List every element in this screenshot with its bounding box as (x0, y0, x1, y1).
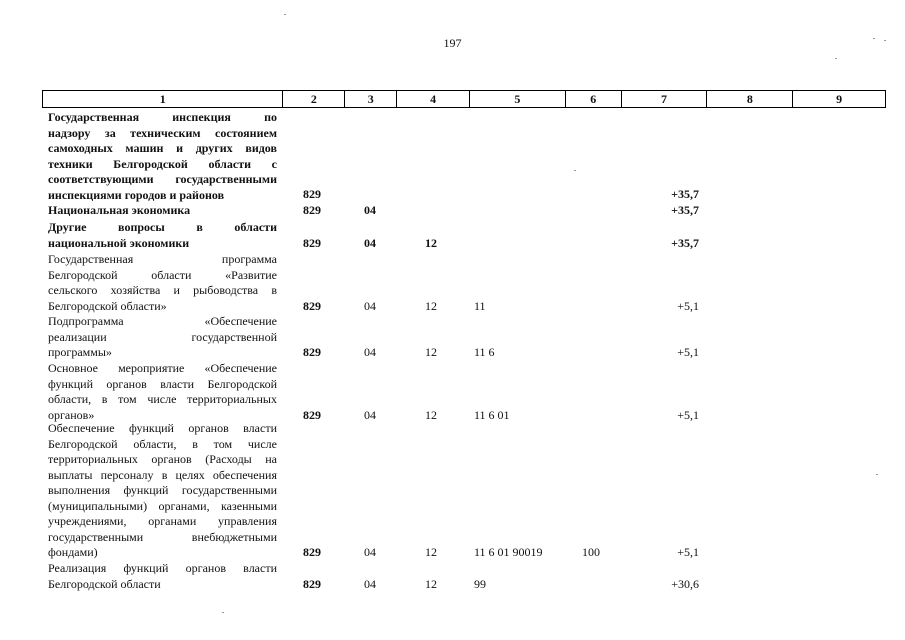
cell-col-3: 04 (364, 235, 376, 250)
scan-speck (835, 58, 837, 59)
row-description (48, 314, 277, 361)
description-line: Белгородской области» (48, 298, 167, 313)
scan-speck (884, 40, 886, 41)
description-line: Обеспечение функций органов власти (48, 421, 277, 435)
cell-col-4: 12 (425, 345, 437, 359)
row-description (48, 203, 277, 219)
description-line: реализации государственной (48, 329, 277, 344)
page-number: 197 (443, 36, 462, 50)
header-col-1: 1 (43, 91, 283, 107)
cell-col-3: 04 (364, 545, 376, 559)
cell-col-3: 04 (364, 298, 376, 313)
cell-col-4: 12 (425, 235, 437, 250)
description-line: Основное мероприятие «Обеспечение (48, 361, 277, 375)
cell-col-2: 829 (303, 203, 321, 217)
table-header (42, 90, 886, 108)
cell-col-2: 829 (303, 345, 321, 359)
row-description (48, 561, 277, 592)
description-line: (муниципальными) органами, казенными (48, 498, 277, 513)
description-line: Белгородской области «Развитие (48, 267, 277, 282)
cell-col-5: 99 (474, 576, 486, 591)
description-line: сельского хозяйства и рыбоводства в (48, 283, 277, 297)
scan-speck (876, 474, 878, 475)
scan-speck (284, 14, 286, 15)
cell-col-3: 04 (364, 203, 376, 217)
cell-col-3: 04 (364, 576, 376, 591)
description-line: фондами) (48, 545, 98, 559)
description-line: области, в том числе территориальных (48, 392, 277, 406)
cell-col-7: +5,1 (677, 298, 699, 313)
cell-col-2: 829 (303, 545, 321, 559)
cell-col-7: +30,6 (671, 576, 699, 591)
row-description (48, 110, 277, 203)
description-line: органов» (48, 407, 95, 422)
cell-col-7: +5,1 (677, 345, 699, 359)
description-line: инспекциями городов и районов (48, 187, 225, 202)
header-col-7: 7 (622, 91, 708, 107)
description-line: функций органов власти Белгородской (48, 376, 277, 391)
row-description (48, 220, 277, 251)
description-line: выплаты персоналу в целях обеспечения (48, 467, 277, 482)
cell-col-2: 829 (303, 576, 321, 591)
description-line: соответствующими государственными (48, 172, 277, 186)
header-col-8: 8 (707, 91, 793, 107)
row-description (48, 252, 277, 314)
description-line: территориальных органов (Расходы на (48, 452, 277, 466)
description-line: Белгородской области (48, 576, 161, 591)
cell-col-2: 829 (303, 187, 321, 201)
description-line: государственными внебюджетными (48, 529, 277, 544)
description-line: национальной экономики (48, 235, 190, 250)
row-description (48, 421, 277, 561)
description-line: Государственная программа (48, 252, 277, 266)
cell-col-5: 11 6 01 90019 (474, 545, 543, 559)
cell-col-5: 11 6 01 (474, 407, 510, 422)
cell-col-7: +5,1 (677, 407, 699, 422)
description-line: Реализация функций органов власти (48, 561, 277, 575)
description-line: Национальная экономика (48, 203, 191, 217)
cell-col-4: 12 (425, 545, 437, 559)
cell-col-6: 100 (582, 545, 600, 559)
description-line: техники Белгородской области с (48, 156, 277, 171)
header-col-9: 9 (836, 92, 843, 106)
row-description (48, 361, 277, 423)
description-line: выполнения функций государственными (48, 483, 277, 497)
cell-col-4: 12 (425, 576, 437, 591)
scan-speck (873, 38, 875, 39)
scan-speck (574, 170, 576, 171)
cell-col-5: 11 6 (474, 345, 495, 359)
description-line: надзору за техническим состоянием (48, 125, 277, 140)
cell-col-3: 04 (364, 345, 376, 359)
cell-col-7: +35,7 (671, 203, 699, 217)
cell-col-2: 829 (303, 235, 321, 250)
cell-col-7: +35,7 (671, 187, 699, 201)
header-col-5: 5 (470, 91, 566, 107)
cell-col-7: +5,1 (677, 545, 699, 559)
description-line: самоходных машин и других видов (48, 141, 277, 155)
description-line: учреждениями, органами управления (48, 514, 277, 528)
description-line: Белгородской области, в том числе (48, 436, 277, 451)
description-line: Подпрограмма «Обеспечение (48, 314, 277, 328)
scan-speck (222, 612, 224, 613)
cell-col-7: +35,7 (671, 235, 699, 250)
header-col-6: 6 (566, 91, 622, 107)
cell-col-2: 829 (303, 298, 321, 313)
cell-col-5: 11 (474, 298, 486, 313)
cell-col-3: 04 (364, 407, 376, 422)
description-line: Государственная инспекция по (48, 110, 277, 124)
cell-col-2: 829 (303, 407, 321, 422)
cell-col-4: 12 (425, 298, 437, 313)
description-line: программы» (48, 345, 112, 359)
description-line: Другие вопросы в области (48, 220, 277, 234)
header-col-2: 2 (283, 91, 345, 107)
header-col-3: 3 (345, 91, 397, 107)
header-col-4: 4 (397, 91, 470, 107)
cell-col-4: 12 (425, 407, 437, 422)
